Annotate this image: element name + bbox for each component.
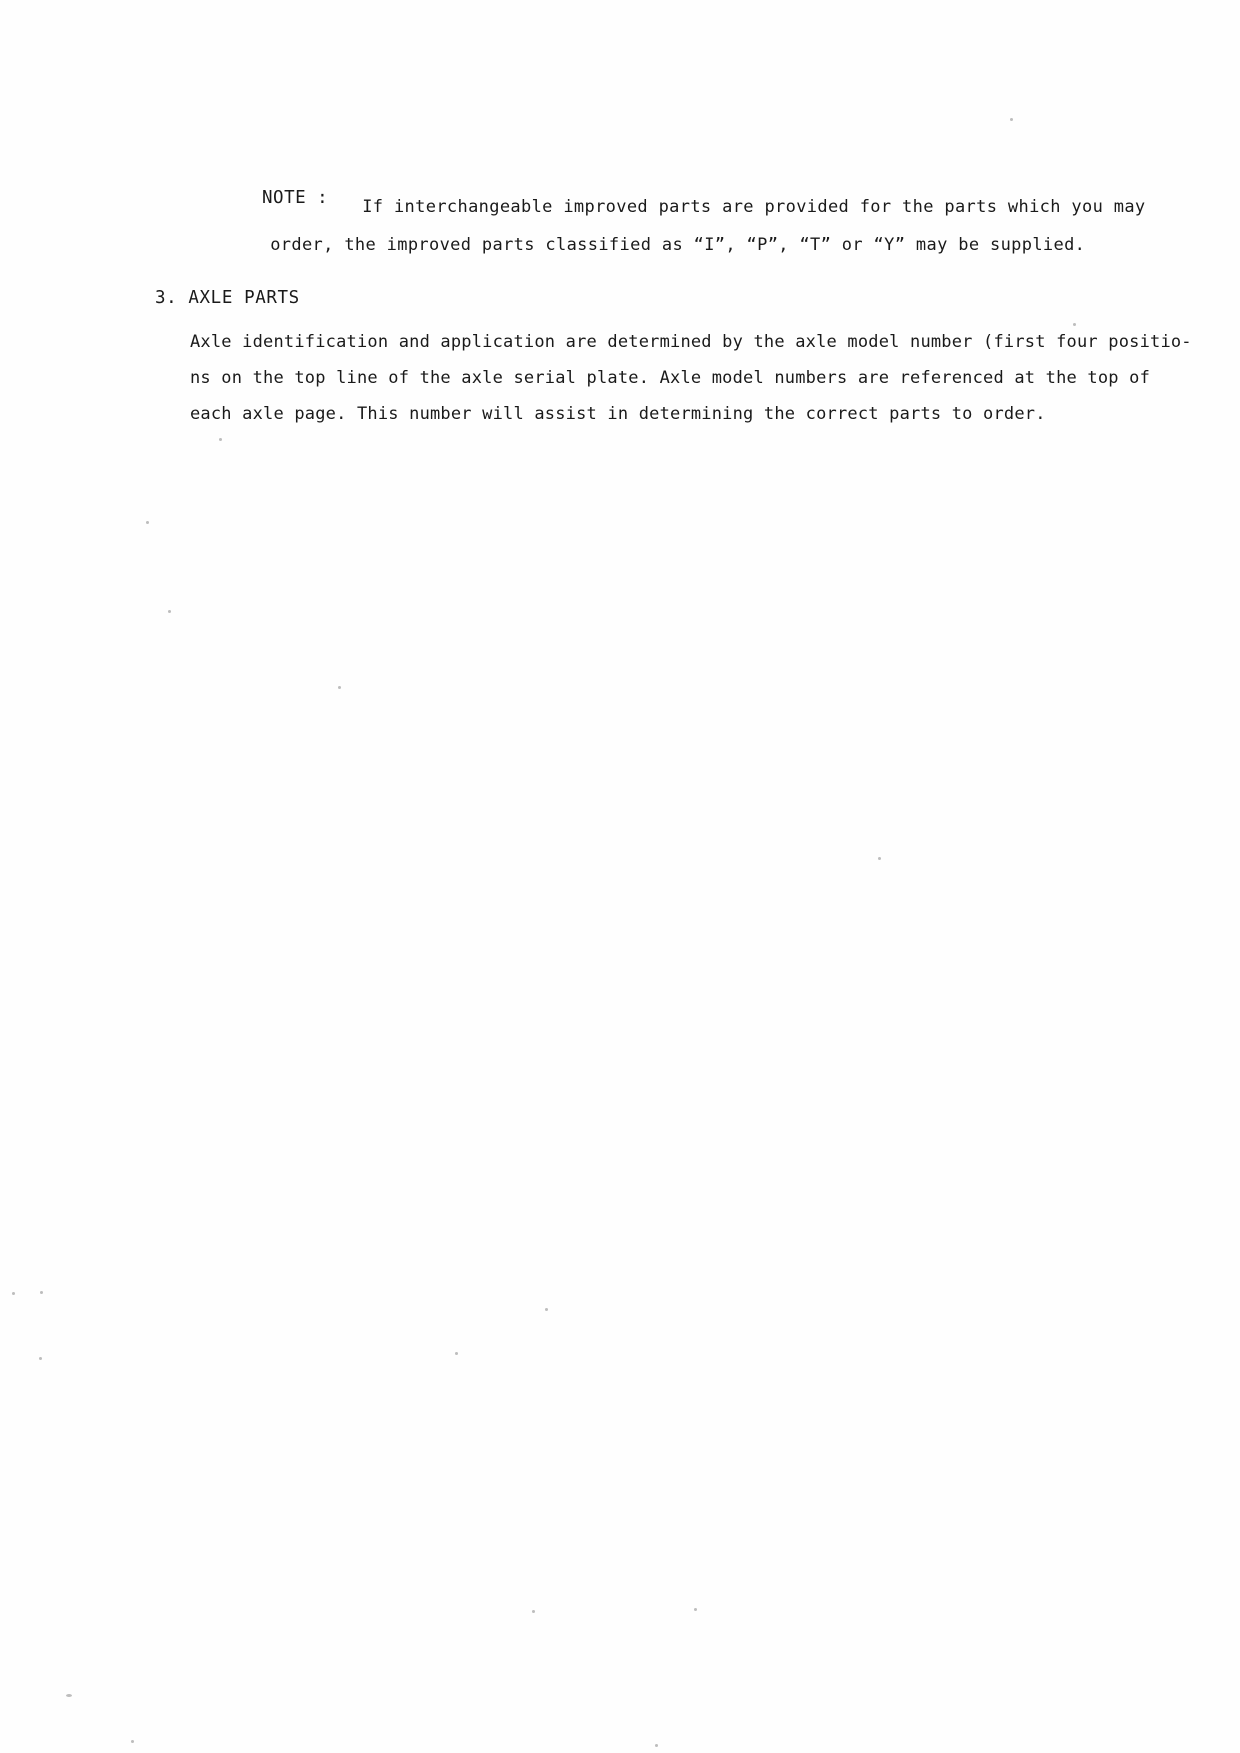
section-axle-parts: [155, 288, 1192, 432]
scan-speck: [338, 686, 341, 689]
note-label: NOTE :: [262, 188, 329, 208]
note-line-2: order, the improved parts classified as “I”, “P”, “T” or “Y” may be supplied.: [270, 235, 1086, 255]
scan-speck: [455, 1352, 458, 1355]
section-body: [190, 324, 1192, 432]
section-heading: 3. AXLE PARTS: [155, 288, 300, 308]
scan-speck: [532, 1610, 535, 1613]
scan-speck: [878, 857, 881, 860]
scan-speck: [1010, 118, 1013, 121]
note-line-1: If interchangeable improved parts are provided for the parts which you may: [362, 197, 1146, 217]
body-line-2: ns on the top line of the axle serial plate. Axle model numbers are referenced at the top of: [190, 368, 1151, 388]
scan-speck: [66, 1694, 72, 1697]
scan-speck: [219, 438, 222, 441]
scan-speck: [655, 1744, 658, 1747]
scan-speck: [146, 521, 149, 524]
body-line-3: each axle page. This number will assist in determining the correct parts to order.: [190, 404, 1046, 424]
scan-speck: [545, 1308, 548, 1311]
scan-speck: [168, 610, 171, 613]
scan-speck: [40, 1291, 43, 1294]
scan-speck: [694, 1608, 697, 1611]
scan-speck: [12, 1292, 15, 1295]
note-row: [262, 188, 1146, 264]
body-line-1: Axle identification and application are determined by the axle model number (first four positio-: [190, 332, 1192, 352]
note-block: [262, 188, 1146, 264]
scan-speck: [39, 1357, 42, 1360]
scan-speck: [131, 1740, 134, 1743]
